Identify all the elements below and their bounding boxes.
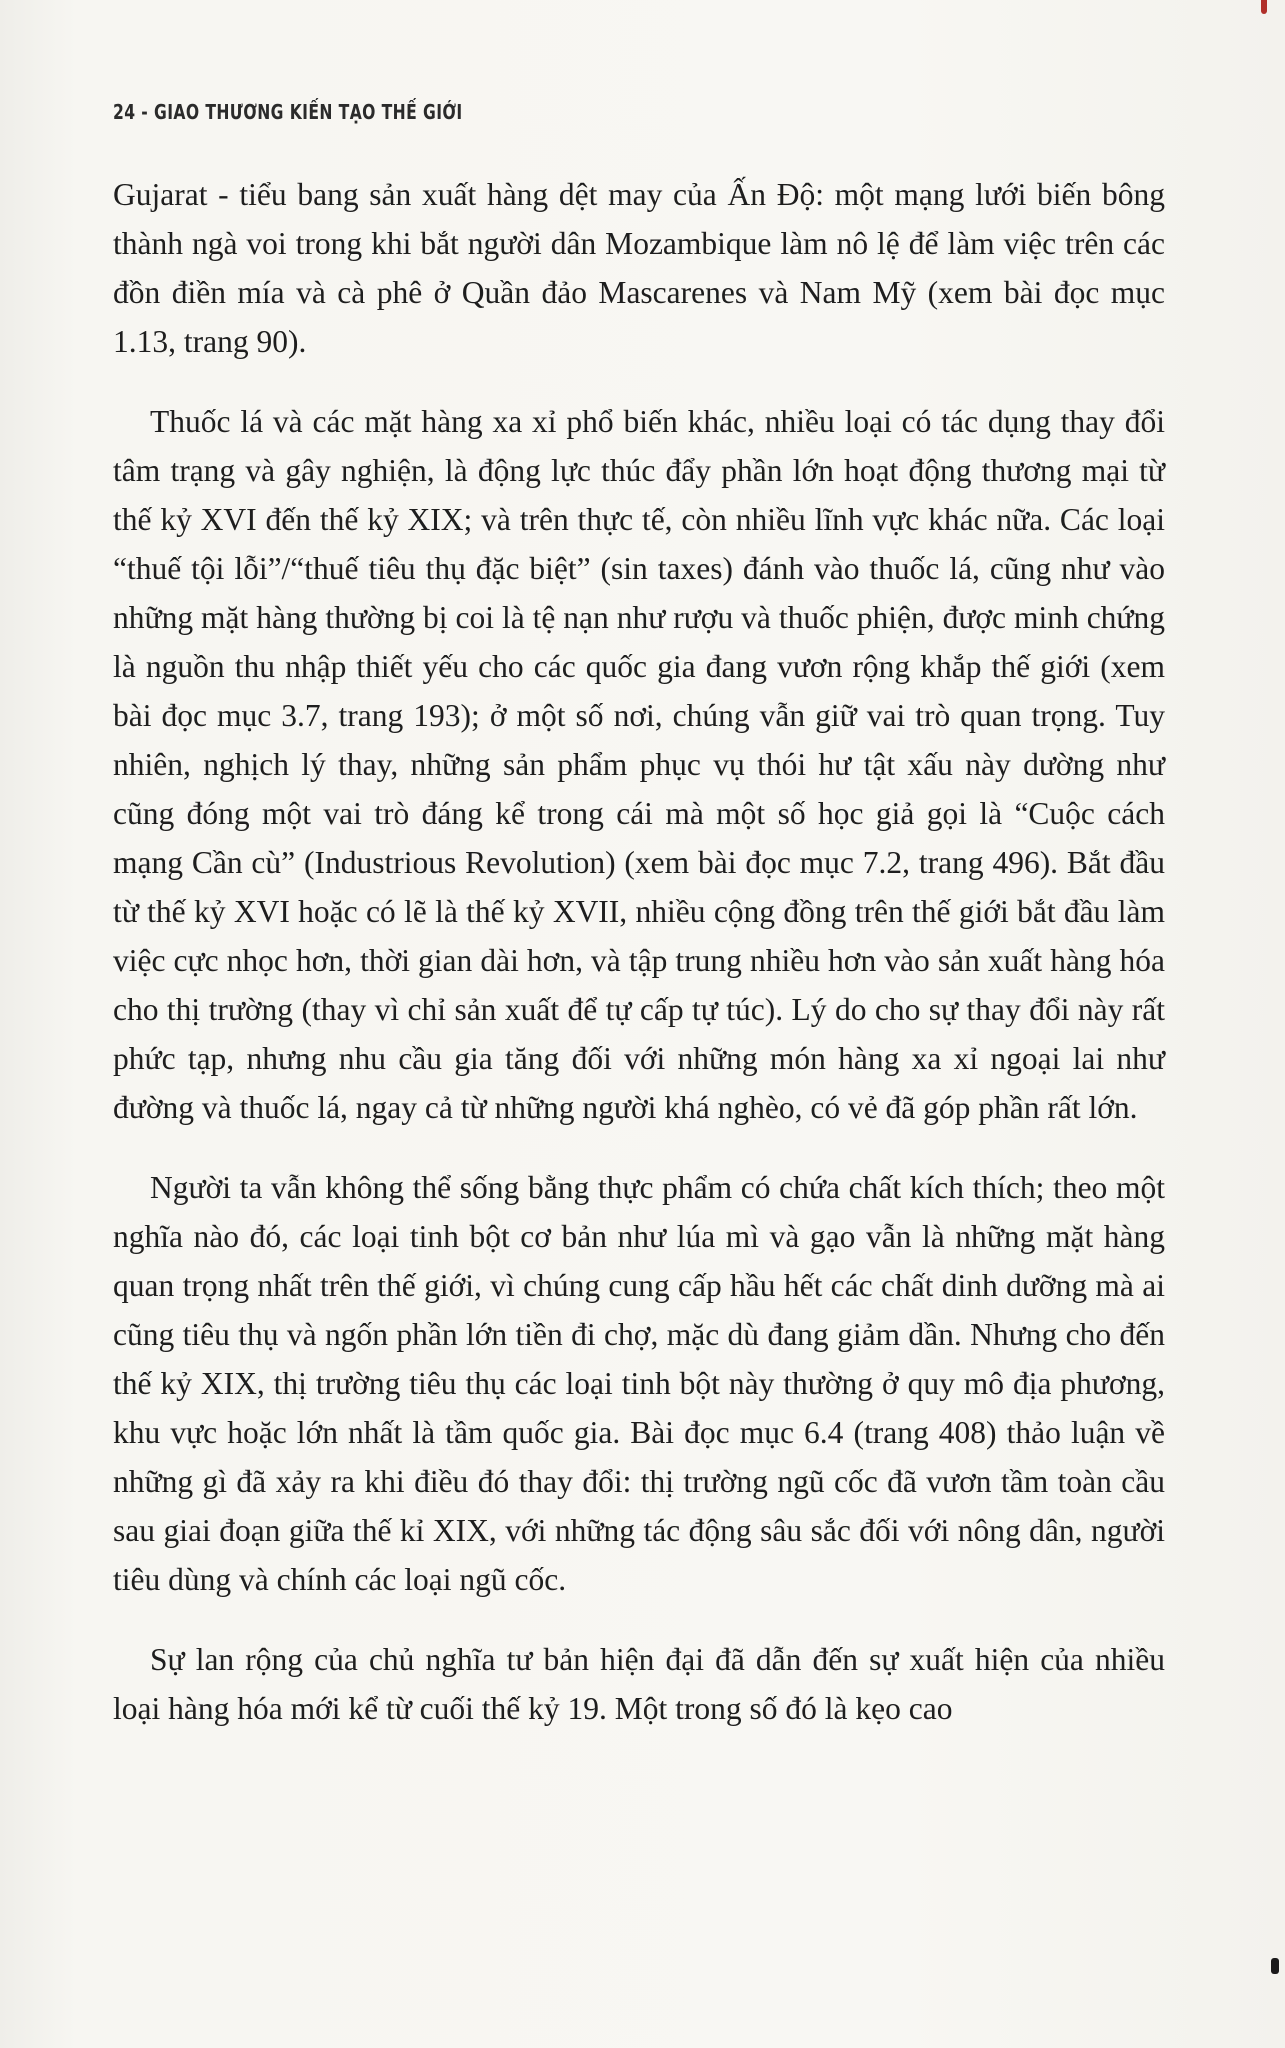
page-edge-mark-bottom: [1271, 1958, 1279, 1974]
paragraph-3: Người ta vẫn không thể sống bằng thực phẩm có chứa chất kích thích; theo một nghĩa nào đó, các loại tinh bột cơ bản như lúa mì và gạo vẫn là những mặt hàng quan trọng nhất trên thế giới, vì chúng cung cấp hầu hết các chất dinh dưỡng mà ai cũng tiêu thụ và ngốn phần lớn tiền đi chợ, mặc dù đang giảm dần. Nhưng cho đến thế kỷ XIX, thị trường tiêu thụ các loại tinh bột này thường ở quy mô địa phương, khu vực hoặc lớn nhất là tầm quốc gia. Bài đọc mục 6.4 (trang 408) thảo luận về những gì đã xảy ra khi điều đó thay đổi: thị trường ngũ cốc đã vươn tầm toàn cầu sau giai đoạn giữa thế kỉ XIX, với những tác động sâu sắc đối với nông dân, người tiêu dùng và chính các loại ngũ cốc.: [113, 1170, 1165, 1597]
running-head: 24 - GIAO THƯƠNG KIẾN TẠO THẾ GIỚI: [113, 100, 463, 124]
page-edge-mark: [1261, 0, 1267, 14]
paragraph-4: Sự lan rộng của chủ nghĩa tư bản hiện đại đã dẫn đến sự xuất hiện của nhiều loại hàng hóa mới kể từ cuối thế kỷ 19. Một trong số đó là kẹo cao: [113, 1642, 1165, 1726]
body-text: [113, 170, 1165, 1733]
paragraph-1: Gujarat - tiểu bang sản xuất hàng dệt may của Ấn Độ: một mạng lưới biến bông thành ngà voi trong khi bắt người dân Mozambique làm nô lệ để làm việc trên các đồn điền mía và cà phê ở Quần đảo Mascarenes và Nam Mỹ (xem bài đọc mục 1.13, trang 90).: [113, 177, 1165, 359]
paragraph-2: Thuốc lá và các mặt hàng xa xỉ phổ biến khác, nhiều loại có tác dụng thay đổi tâm trạng và gây nghiện, là động lực thúc đẩy phần lớn hoạt động thương mại từ thế kỷ XVI đến thế kỷ XIX; và trên thực tế, còn nhiều lĩnh vực khác nữa. Các loại “thuế tội lỗi”/“thuế tiêu thụ đặc biệt” (sin taxes) đánh vào thuốc lá, cũng như vào những mặt hàng thường bị coi là tệ nạn như rượu và thuốc phiện, được minh chứng là nguồn thu nhập thiết yếu cho các quốc gia đang vươn rộng khắp thế giới (xem bài đọc mục 3.7, trang 193); ở một số nơi, chúng vẫn giữ vai trò quan trọng. Tuy nhiên, nghịch lý thay, những sản phẩm phục vụ thói hư tật xấu này dường như cũng đóng một vai trò đáng kể trong cái mà một số học giả gọi là “Cuộc cách mạng Cần cù” (Industrious Revolution) (xem bài đọc mục 7.2, trang 496). Bắt đầu từ thế kỷ XVI hoặc có lẽ là thế kỷ XVII, nhiều cộng đồng trên thế giới bắt đầu làm việc cực nhọc hơn, thời gian dài hơn, và tập trung nhiều hơn vào sản xuất hàng hóa cho thị trường (thay vì chỉ sản xuất để tự cấp tự túc). Lý do cho sự thay đổi này rất phức tạp, nhưng nhu cầu gia tăng đối với những món hàng xa xỉ ngoại lai như đường và thuốc lá, ngay cả từ những người khá nghèo, có vẻ đã góp phần rất lớn.: [113, 404, 1165, 1125]
